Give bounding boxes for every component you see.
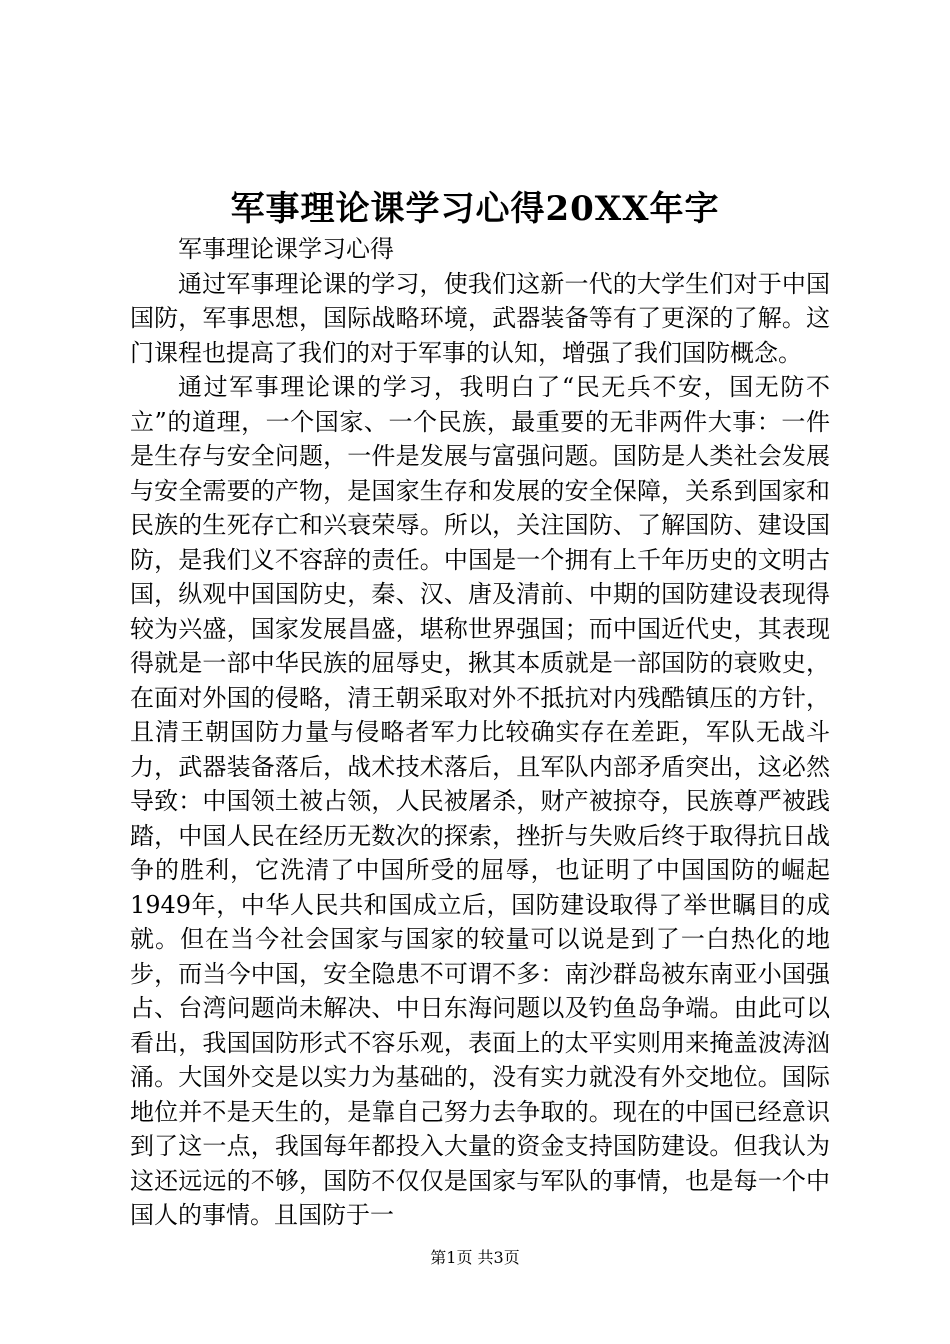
page-footer [0, 1247, 950, 1269]
document-title: 军事理论课学习心得20XX年字 [230, 189, 720, 229]
document-body [130, 232, 830, 1233]
paragraph-main: 通过军事理论课的学习，我明白了“民无兵不安，国无防不立”的道理，一个国家、一个民族，最重要的无非两件大事：一件是生存与安全问题，一件是发展与富强问题。国防是人类社会发展与安全需要的产物，是国家生存和发展的安全保障，关系到国家和民族的生死存亡和兴衰荣辱。所以，关注国防、了解国防、建设国防，是我们义不容辞的责任。中国是一个拥有上千年历史的文明古国，纵观中国国防史，秦、汉、唐及清前、中期的国防建设表现得较为兴盛，国家发展昌盛，堪称世界强国；而中国近代史，其表现得就是一部中华民族的屈辱史，揪其本质就是一部国防的衰败史，在面对外国的侵略，清王朝采取对外不抵抗对内残酷镇压的方针，且清王朝国防力量与侵略者军力比较确实存在差距，军队无战斗力，武器装备落后，战术技术落后，且军队内部矛盾突出，这必然导致：中国领土被占领，人民被屠杀，财产被掠夺，民族尊严被践踏，中国人民在经历无数次的探索，挫折与失败后终于取得抗日战争的胜利，它洗清了中国所受的屈辱，也证明了中国国防的崛起1949年，中华人民共和国成立后，国防建设取得了举世瞩目的成就。但在当今社会国家与国家的较量可以说是到了一白热化的地步，而当今中国，安全隐患不可谓不多：南沙群岛被东南亚小国强占、台湾问题尚未解决、中日东海问题以及钓鱼岛争端。由此可以看出，我国国防形式不容乐观，表面上的太平实则用来掩盖波涛汹涌。大国外交是以实力为基础的，没有实力就没有外交地位。国际地位并不是天生的，是靠自己努力去争取的。现在的中国已经意识到了这一点，我国每年都投入大量的资金支持国防建设。但我认为这还远远的不够，国防不仅仅是国家与军队的事情，也是每一个中国人的事情。且国防于一 [130, 373, 830, 1229]
page-indicator: 第1页 共3页 [430, 1248, 520, 1267]
paragraph-subtitle: 军事理论课学习心得 [178, 235, 394, 263]
paragraph-intro: 通过军事理论课的学习，使我们这新一代的大学生们对于中国国防，军事思想，国际战略环境，武器装备等有了更深的了解。这门课程也提高了我们的对于军事的认知，增强了我们国防概念。 [130, 269, 830, 367]
